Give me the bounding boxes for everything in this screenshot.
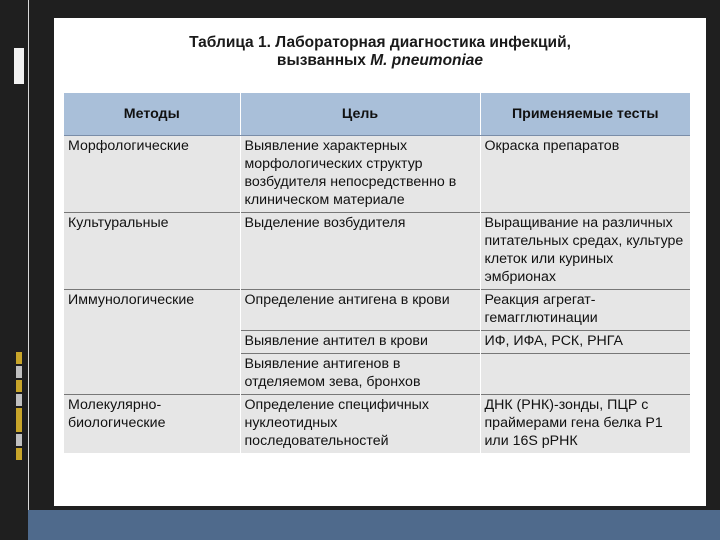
cell-method: Культуральные: [64, 213, 240, 290]
cell-method: Морфологические: [64, 136, 240, 213]
cell-goal: Выявление антител в крови: [240, 331, 480, 354]
cell-method: [64, 331, 240, 354]
header-tests: Применяемые тесты: [480, 93, 690, 136]
caption-organism: M. pneumoniae: [370, 52, 484, 69]
cell-tests: Выращивание на различных питательных средах, культуре клеток или куриных эмбрионах: [480, 213, 690, 290]
cell-goal: Определение специфичных нуклеотидных последовательностей: [240, 395, 480, 454]
table-row: [64, 395, 690, 454]
decor-stripe: [16, 448, 22, 460]
slide-content: [54, 18, 706, 506]
cell-goal: Выявление антигенов в отделяемом зева, бронхов: [240, 354, 480, 395]
cell-method: [64, 354, 240, 395]
decor-stripe: [16, 434, 22, 446]
cell-goal: Выявление характерных морфологических структур возбудителя непосредственно в клиническом материале: [240, 136, 480, 213]
decor-stripe: [16, 352, 22, 364]
decor-stripe: [16, 394, 22, 406]
table-caption: [64, 34, 696, 70]
cell-method: Молекулярно-биологические: [64, 395, 240, 454]
table-header-row: [64, 93, 690, 136]
caption-line-2: [64, 52, 696, 70]
bottom-bar: [28, 510, 720, 540]
cell-method: Иммунологические: [64, 290, 240, 331]
caption-line-1: Таблица 1. Лабораторная диагностика инфекций,: [189, 34, 571, 51]
decor-block-top: [14, 48, 24, 84]
table-row: [64, 354, 690, 395]
cell-goal: Определение антигена в крови: [240, 290, 480, 331]
slide-frame-line: [28, 0, 29, 540]
decor-stripe: [16, 380, 22, 392]
caption-line-2-prefix: вызванных: [276, 52, 371, 69]
header-methods: Методы: [64, 93, 240, 136]
table-row: [64, 213, 690, 290]
table-row: [64, 290, 690, 331]
decor-stripe: [16, 366, 22, 378]
decor-stripe: [16, 408, 22, 432]
table-row: [64, 331, 690, 354]
cell-tests: ИФ, ИФА, РСК, РНГА: [480, 331, 690, 354]
cell-tests: [480, 354, 690, 395]
cell-tests: Реакция агрегат-гемагглютинации: [480, 290, 690, 331]
cell-goal: Выделение возбудителя: [240, 213, 480, 290]
cell-tests: Окраска препаратов: [480, 136, 690, 213]
cell-tests: ДНК (РНК)-зонды, ПЦР с праймерами гена белка P1 или 16S рРНК: [480, 395, 690, 454]
diagnostics-table: [64, 93, 690, 453]
header-goal: Цель: [240, 93, 480, 136]
table-row: [64, 136, 690, 213]
